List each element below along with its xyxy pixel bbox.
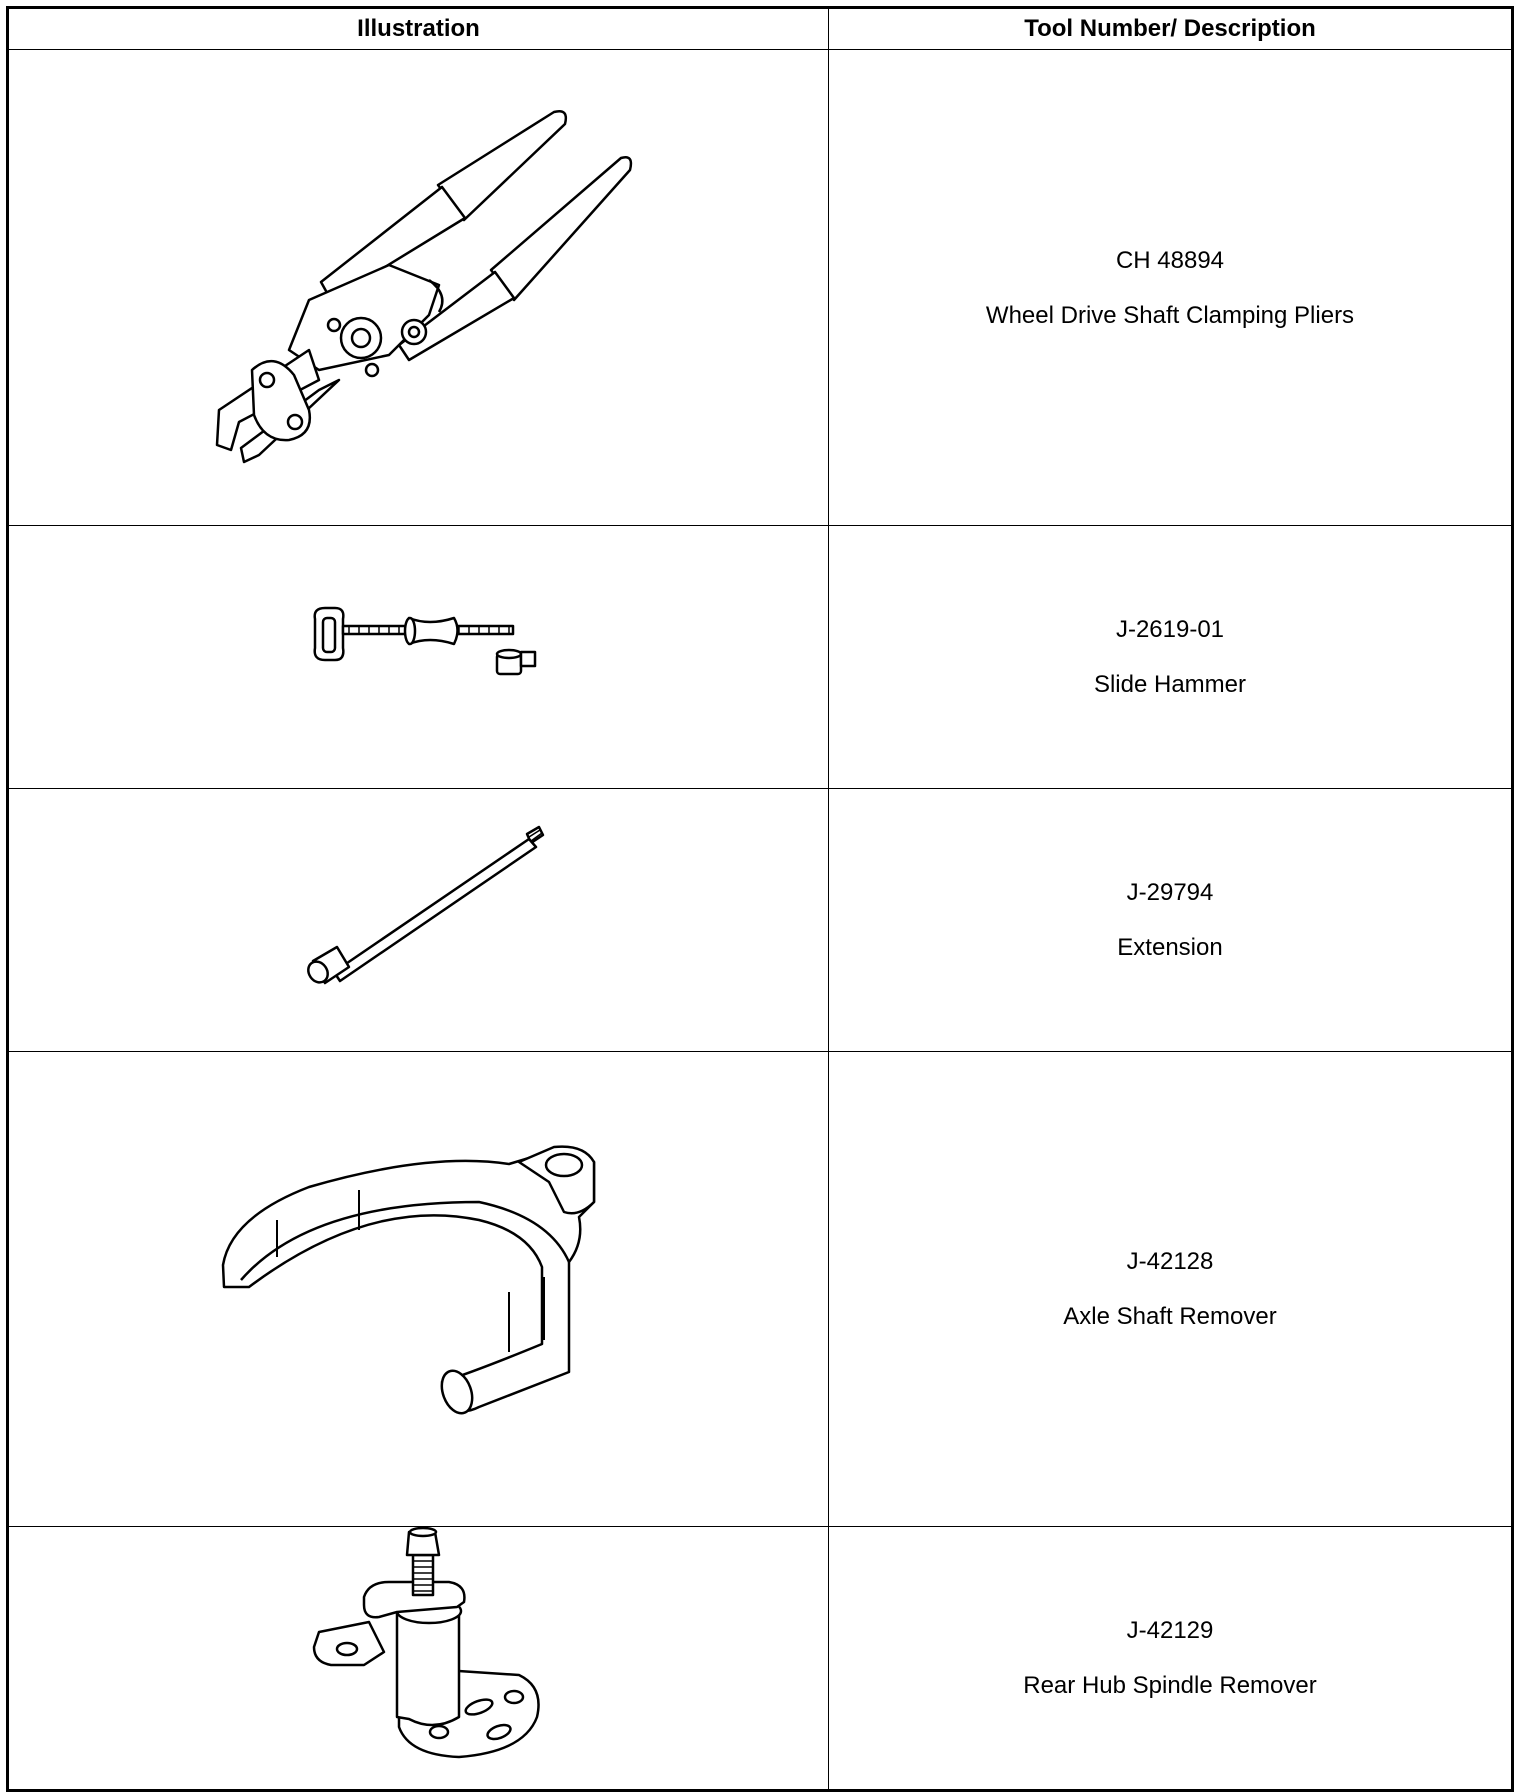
table-row bbox=[8, 50, 1513, 526]
tool-description: Extension bbox=[1117, 934, 1223, 961]
clamping-pliers-icon bbox=[9, 50, 830, 525]
tool-description: Wheel Drive Shaft Clamping Pliers bbox=[985, 301, 1355, 329]
tool-description: Slide Hammer bbox=[1093, 671, 1247, 698]
tool-description-cell bbox=[829, 1052, 1513, 1527]
tool-number: CH 48894 bbox=[1115, 246, 1225, 274]
header-tool-number-description: Tool Number/ Description bbox=[829, 8, 1513, 50]
slide-hammer-icon bbox=[9, 526, 830, 788]
header-row bbox=[8, 8, 1513, 50]
extension-rod-icon bbox=[9, 789, 830, 1051]
tool-description: Axle Shaft Remover bbox=[1063, 1303, 1277, 1330]
illustration-cell bbox=[8, 1527, 829, 1791]
tool-description-cell bbox=[829, 1527, 1513, 1791]
table-row bbox=[8, 789, 1513, 1052]
tool-number: J-29794 bbox=[1126, 879, 1214, 906]
illustration-cell bbox=[8, 1052, 829, 1527]
illustration-cell bbox=[8, 50, 829, 526]
tool-number: J-42129 bbox=[1126, 1617, 1214, 1644]
tool-description-cell bbox=[829, 50, 1513, 526]
spindle-remover-icon bbox=[9, 1527, 830, 1789]
header-illustration: Illustration bbox=[8, 8, 829, 50]
tool-number: J-42128 bbox=[1126, 1248, 1214, 1275]
tool-description-cell bbox=[829, 526, 1513, 789]
special-tools-table bbox=[6, 6, 1514, 1792]
table-row bbox=[8, 526, 1513, 789]
axle-shaft-remover-icon bbox=[9, 1052, 830, 1526]
table-row bbox=[8, 1052, 1513, 1527]
tool-number: J-2619-01 bbox=[1115, 616, 1225, 643]
illustration-cell bbox=[8, 789, 829, 1052]
illustration-cell bbox=[8, 526, 829, 789]
table-row bbox=[8, 1527, 1513, 1791]
tool-description-cell bbox=[829, 789, 1513, 1052]
tool-description: Rear Hub Spindle Remover bbox=[1023, 1672, 1317, 1699]
